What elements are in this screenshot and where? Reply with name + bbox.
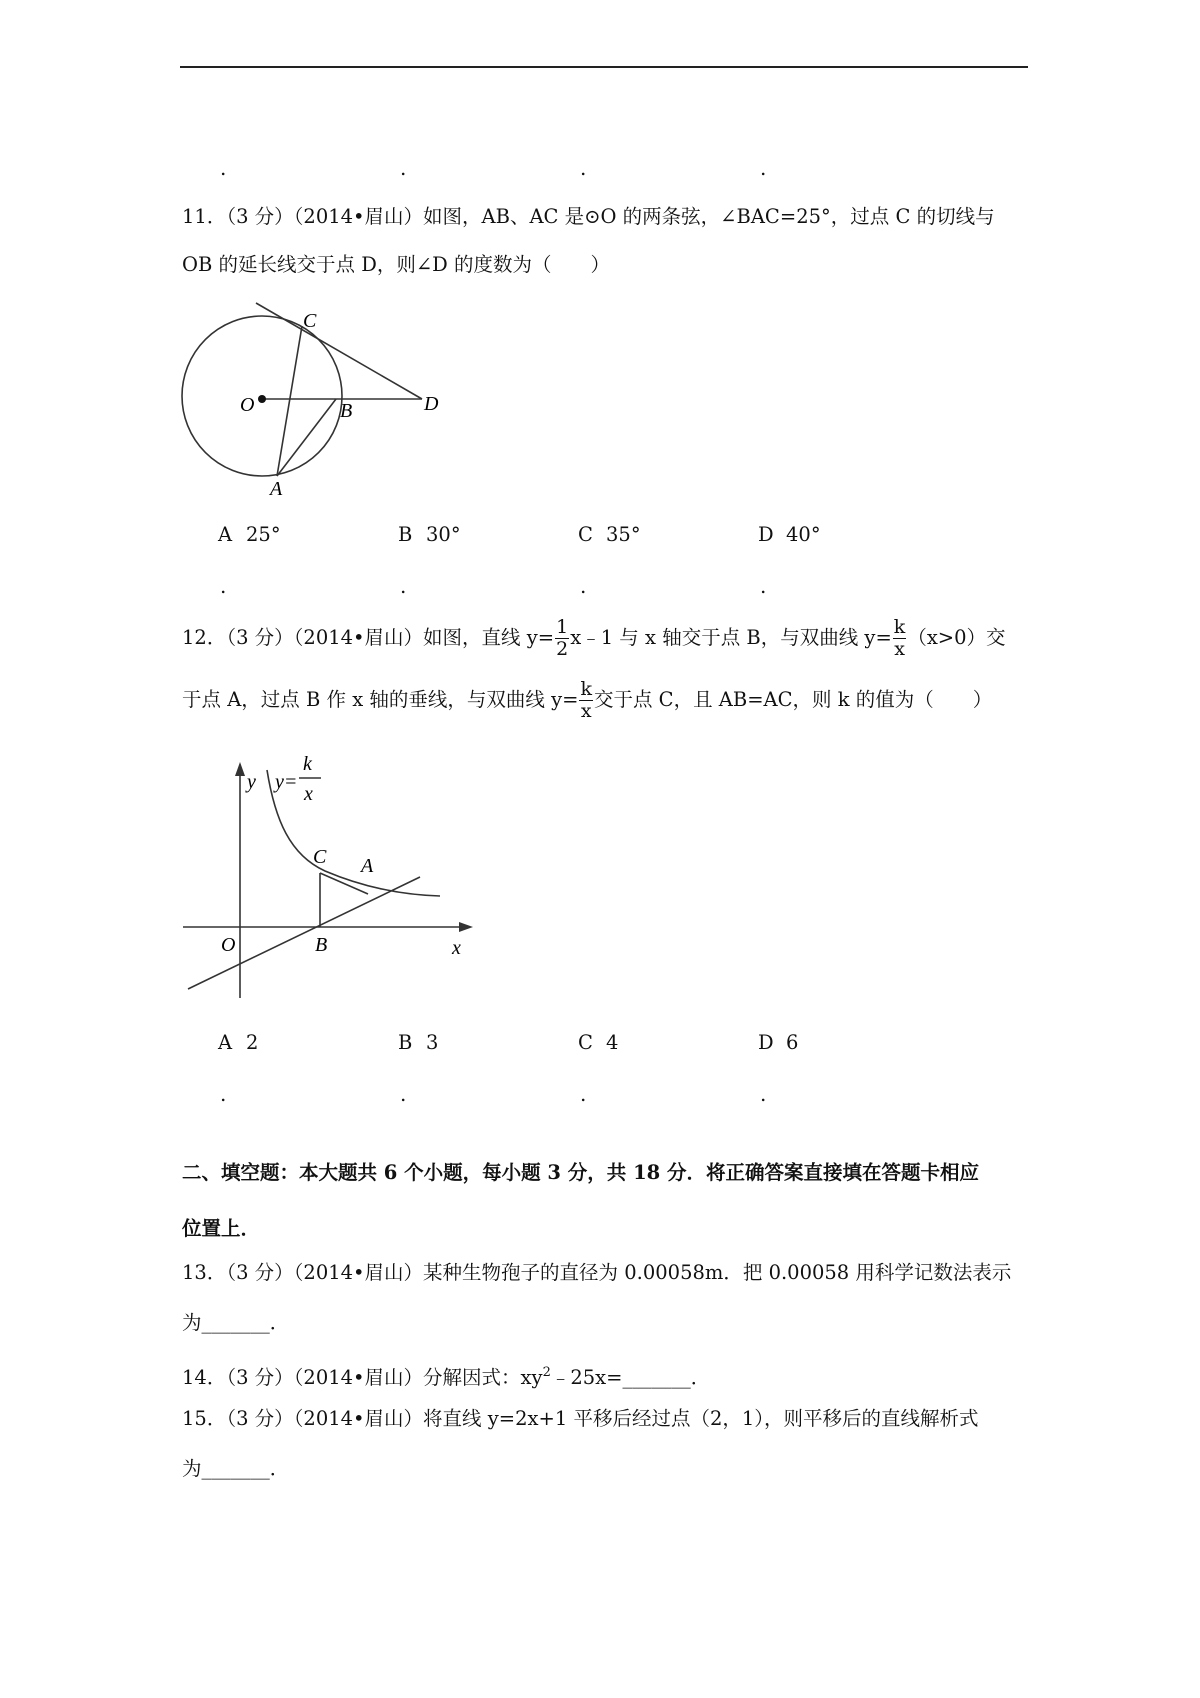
q15-text-line2: 为_______． — [182, 1457, 290, 1480]
option-dot: . — [220, 574, 227, 598]
option-value: 6 — [786, 1031, 799, 1054]
option-value: 30° — [426, 523, 461, 546]
option-letter: A — [218, 1031, 233, 1054]
fraction-k-over-x — [579, 680, 593, 721]
q11-option-c[interactable] — [578, 522, 641, 548]
fraction-one-half — [555, 618, 569, 659]
option-value: 35° — [606, 523, 641, 546]
option-dot: . — [400, 1082, 407, 1106]
q11-option-a[interactable] — [218, 522, 281, 548]
frac-num: 1 — [556, 616, 569, 638]
q11-text-line1: 11．（3 分）（2014•眉山）如图，AB、AC 是⊙O 的两条弦，∠BAC=25°，过点 C 的切线与 — [182, 205, 995, 228]
option-value: 3 — [426, 1031, 439, 1054]
frac-den: x — [580, 700, 592, 722]
q12-option-b[interactable] — [398, 1030, 438, 1056]
option-dot: . — [760, 156, 767, 180]
q13-text-line1: 13．（3 分）（2014•眉山）某种生物孢子的直径为 0.00058m．把 0.00058 用科学记数法表示 — [182, 1261, 1012, 1284]
chord-ac — [277, 326, 302, 476]
label-d: D — [424, 393, 439, 415]
section2-heading-line1: 二、填空题：本大题共 6 个小题，每小题 3 分，共 18 分．将正确答案直接填在答题卡相应 — [182, 1161, 980, 1184]
option-dot: . — [400, 156, 407, 180]
q12-line2-b: 交于点 C，且 AB=AC，则 k 的值为（ ） — [593, 688, 993, 711]
option-letter: A — [218, 523, 233, 546]
option-value: 40° — [786, 523, 821, 546]
q12-line1-c: （x>0）交 — [907, 626, 1006, 649]
option-dot: . — [400, 574, 407, 598]
q12-line1-b: x﹣1 与 x 轴交于点 B，与双曲线 y= — [570, 626, 892, 649]
option-letter: C — [578, 1031, 593, 1054]
label-o: O — [221, 934, 236, 956]
q12-line1-a: 12．（3 分）（2014•眉山）如图，直线 y= — [182, 626, 555, 649]
frac-den: 2 — [556, 638, 569, 660]
fraction-k-over-x — [893, 618, 907, 659]
frac-num: k — [893, 616, 906, 638]
line-ab — [188, 877, 420, 989]
option-letter: D — [758, 523, 774, 546]
option-letter: B — [398, 523, 413, 546]
center-point — [258, 395, 266, 403]
option-dot: . — [580, 574, 587, 598]
q14-text-a: 14．（3 分）（2014•眉山）分解因式：xy — [182, 1366, 543, 1389]
q13-text-line2: 为_______． — [182, 1311, 290, 1334]
q12-option-a[interactable] — [218, 1030, 258, 1056]
y-axis-arrow — [235, 762, 245, 776]
q14-superscript: 2 — [542, 1365, 551, 1380]
option-dot: . — [760, 1082, 767, 1106]
label-eq-num: k — [303, 753, 312, 775]
label-eq-den: x — [304, 783, 313, 805]
label-b: B — [340, 400, 353, 422]
option-dot: . — [580, 1082, 587, 1106]
q12-text-line1 — [182, 618, 1006, 659]
q11-option-b[interactable] — [398, 522, 461, 548]
q12-text-line2 — [182, 680, 992, 721]
q14-text-b: ﹣25x=_______． — [550, 1366, 711, 1389]
label-y: y — [247, 771, 256, 793]
section2-heading-line2: 位置上． — [182, 1217, 261, 1240]
label-c: C — [313, 846, 327, 868]
option-letter: B — [398, 1031, 413, 1054]
x-axis-arrow — [459, 922, 473, 932]
option-dot: . — [760, 574, 767, 598]
label-o: O — [240, 394, 255, 416]
q11-text-line2: OB 的延长线交于点 D，则∠D 的度数为（ ） — [182, 253, 611, 276]
frac-den: x — [894, 638, 905, 660]
option-letter: C — [578, 523, 593, 546]
option-dot: . — [220, 156, 227, 180]
option-letter: D — [758, 1031, 774, 1054]
option-value: 4 — [606, 1031, 619, 1054]
q14-text — [182, 1360, 710, 1391]
label-a: A — [270, 478, 283, 500]
label-a: A — [361, 855, 374, 877]
q11-option-d[interactable] — [758, 522, 821, 548]
label-x: x — [452, 937, 461, 959]
option-value: 2 — [246, 1031, 259, 1054]
option-dot: . — [580, 156, 587, 180]
header-rule — [180, 66, 1028, 68]
chord-ab — [277, 399, 336, 476]
label-eq-left: y= — [275, 771, 298, 793]
label-c: C — [303, 310, 317, 332]
q12-option-d[interactable] — [758, 1030, 798, 1056]
option-value: 25° — [246, 523, 281, 546]
q12-option-c[interactable] — [578, 1030, 618, 1056]
label-b: B — [315, 934, 328, 956]
q12-line2-a: 于点 A，过点 B 作 x 轴的垂线，与双曲线 y= — [182, 688, 579, 711]
q12-hyperbola-figure — [175, 740, 475, 1000]
q15-text-line1: 15．（3 分）（2014•眉山）将直线 y=2x+1 平移后经过点（2，1），则平移后的直线解析式 — [182, 1407, 979, 1430]
q11-circle-figure — [170, 295, 450, 505]
tangent-line — [256, 303, 422, 399]
option-dot: . — [220, 1082, 227, 1106]
frac-num: k — [580, 678, 592, 700]
